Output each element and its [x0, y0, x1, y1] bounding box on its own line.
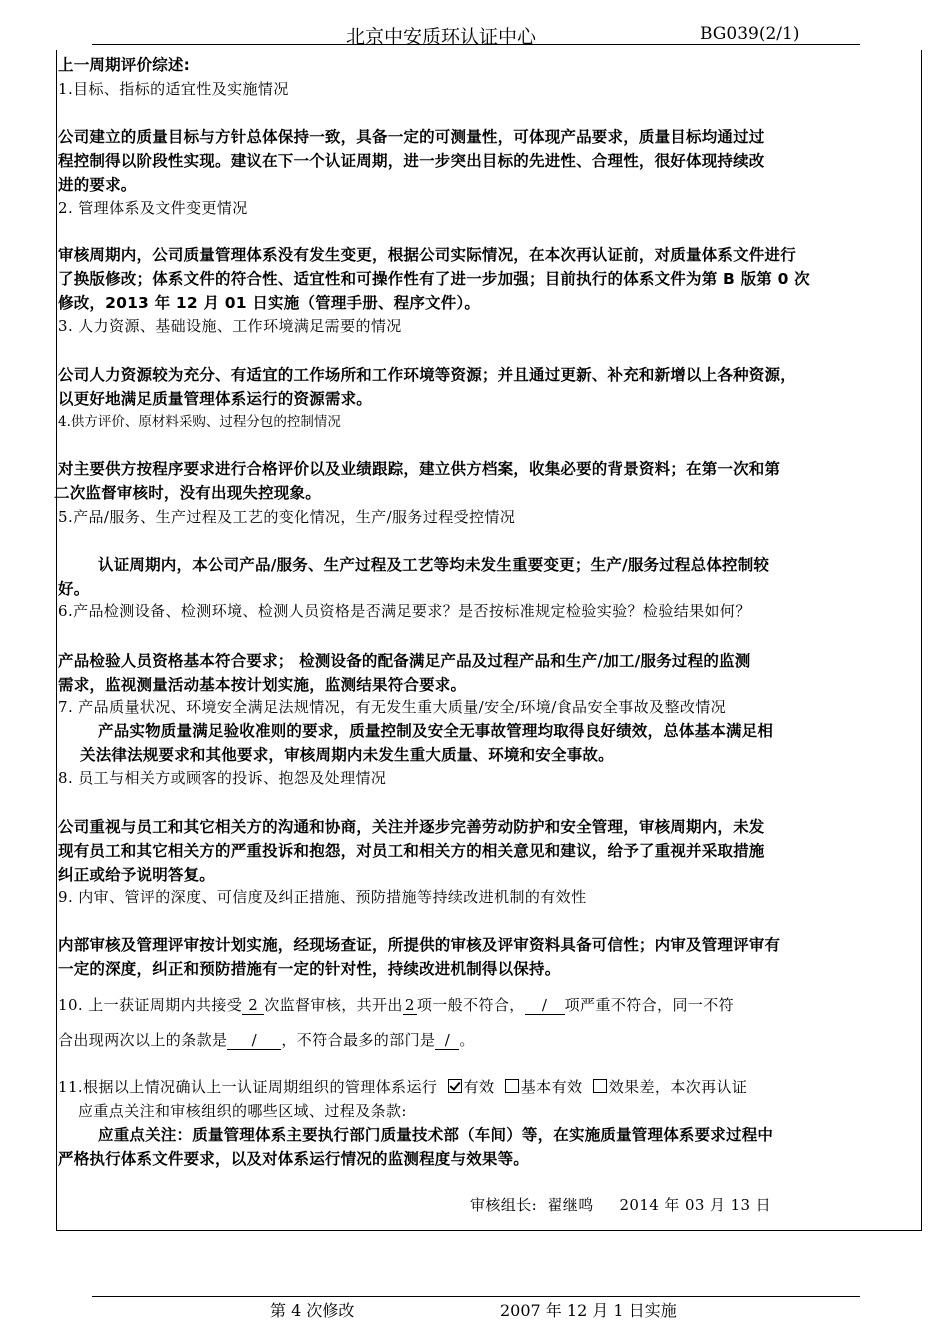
most-nc-department: / [435, 1031, 459, 1050]
footer-revision: 第 4 次修改 [270, 1301, 355, 1320]
item-7-answer-line: 关法律法规要求和其他要求，审核周期内未发生重大质量、环境和安全事故。 [80, 746, 614, 764]
item-8-question: 8. 员工与相关方或顾客的投诉、抱怨及处理情况 [58, 769, 387, 787]
item-1-answer-line: 进的要求。 [58, 176, 137, 194]
footer-rule [92, 1296, 860, 1297]
item-7-answer-line: 产品实物质量满足验收准则的要求，质量控制及安全无事故管理均取得良好绩效，总体基本满足相 [98, 722, 774, 740]
repeat-nc-clause: / [227, 1031, 281, 1050]
item-9-answer-line: 内部审核及管理评审按计划实施，经现场查证，所提供的审核及评审资料具备可信性；内审及管理评审有 [58, 936, 781, 954]
header-org: 北京中安质环认证中心 [346, 26, 537, 48]
item-11-line-2: 应重点关注和审核组织的哪些区域、过程及条款: [78, 1102, 407, 1120]
item-8-answer-line: 现有员工和其它相关方的严重投诉和抱怨，对员工和相关方的相关意见和建议，给予了重视并采取措施 [58, 842, 765, 860]
item-10-line-2: 合出现两次以上的条款是 / ，不符合最多的部门是 / 。 [58, 1031, 475, 1049]
item-7-question: 7. 产品质量状况、环境安全满足法规情况，有无发生重大质量/安全/环境/食品安全事故及整改情况 [58, 698, 727, 716]
basically-effective-checkbox[interactable] [505, 1079, 519, 1093]
signature-label: 审核组长: [470, 1196, 538, 1214]
item-1-answer-line: 程控制得以阶段性实现。建议在下一个认证周期，进一步突出目标的先进性、合理性，很好体现持续改 [58, 152, 765, 170]
item-1-question: 1.目标、指标的适宜性及实施情况 [58, 80, 289, 98]
item-3-question: 3. 人力资源、基础设施、工作环境满足需要的情况 [58, 317, 402, 335]
footer-effective-date: 2007 年 12 月 1 日实施 [500, 1301, 677, 1320]
poor-effect-checkbox[interactable] [593, 1079, 607, 1093]
item-9-question: 9. 内审、管评的深度、可信度及纠正措施、预防措施等持续改进机制的有效性 [58, 888, 587, 906]
effective-checkbox[interactable] [448, 1079, 462, 1093]
major-nc-count: / [525, 996, 565, 1015]
item-3-answer-line: 公司人力资源较为充分、有适宜的工作场所和工作环境等资源；并且通过更新、补充和新增以上各种资源， [58, 366, 796, 384]
item-6-answer-line: 需求，监视测量活动基本按计划实施，监测结果符合要求。 [58, 676, 467, 694]
item-5-answer-line: 认证周期内，本公司产品/服务、生产过程及工艺等均未发生重要变更；生产/服务过程总体控制较 [98, 556, 770, 574]
item-9-answer-line: 一定的深度，纠正和预防措施有一定的针对性，持续改进机制得以保持。 [58, 960, 561, 978]
item-4-question: 4.供方评价、原材料采购、过程分包的控制情况 [58, 414, 341, 430]
signature-name: 翟继鸣 [547, 1196, 594, 1214]
item-10-line-1: 10. 上一获证周期内共接受 2 次监督审核，共开出 2 项一般不符合， / 项严重不符合，同一不符 [58, 996, 735, 1014]
item-3-answer-line: 以更好地满足质量管理体系运行的资源需求。 [58, 390, 373, 408]
section-title: 上一周期评价综述: [58, 56, 190, 74]
item-8-answer-line: 纠正或给予说明答复。 [58, 866, 216, 884]
signature-date: 2014 年 03 月 13 日 [619, 1196, 772, 1214]
minor-nc-count: 2 [403, 996, 417, 1015]
item-2-answer-line: 审核周期内，公司质量管理体系没有发生变更，根据公司实际情况，在本次再认证前，对质量体系文件进行 [58, 246, 796, 264]
header-rule [92, 44, 860, 45]
item-11-answer-line: 严格执行体系文件要求，以及对体系运行情况的监测程度与效果等。 [58, 1150, 530, 1168]
item-5-answer-line: 好。 [58, 580, 90, 598]
item-2-answer-line: 修改，2013 年 12 月 01 日实施（管理手册、程序文件）。 [58, 294, 481, 312]
supervision-count: 2 [242, 996, 264, 1015]
signature-block [470, 1194, 771, 1216]
header-code: BG039(2/1) [700, 24, 800, 44]
item-2-answer-line: 了换版修改；体系文件的符合性、适宜性和可操作性有了进一步加强；目前执行的体系文件为第 B 版第 0 次 [58, 270, 810, 288]
form-frame [56, 50, 922, 1231]
item-6-answer-line: 产品检验人员资格基本符合要求； 检测设备的配备满足产品及过程产品和生产/加工/服务过程的监测 [58, 652, 751, 670]
item-4-answer-line: 对主要供方按程序要求进行合格评价以及业绩跟踪，建立供方档案，收集必要的背景资料；在第一次和第 [58, 460, 781, 478]
item-1-answer-line: 公司建立的质量目标与方针总体保持一致，具备一定的可测量性，可体现产品要求，质量目标均通过过 [58, 128, 765, 146]
item-11-answer-line: 应重点关注：质量管理体系主要执行部门质量技术部（车间）等，在实施质量管理体系要求过程中 [98, 1126, 774, 1144]
item-11-line-1: 11.根据以上情况确认上一认证周期组织的管理体系运行 有效 基本有效 效果差，本次再认证 [58, 1078, 748, 1096]
item-2-question: 2. 管理体系及文件变更情况 [58, 199, 248, 217]
item-6-question: 6.产品检测设备、检测环境、检测人员资格是否满足要求？是否按标准规定检验实验？检验结果如何？ [58, 602, 751, 620]
item-5-question: 5.产品/服务、生产过程及工艺的变化情况，生产/服务过程受控情况 [58, 508, 516, 526]
item-8-answer-line: 公司重视与员工和其它相关方的沟通和协商，关注并逐步完善劳动防护和安全管理，审核周期内，未发 [58, 818, 765, 836]
item-4-answer-line: 二次监督审核时，没有出现失控现象。 [54, 484, 321, 502]
